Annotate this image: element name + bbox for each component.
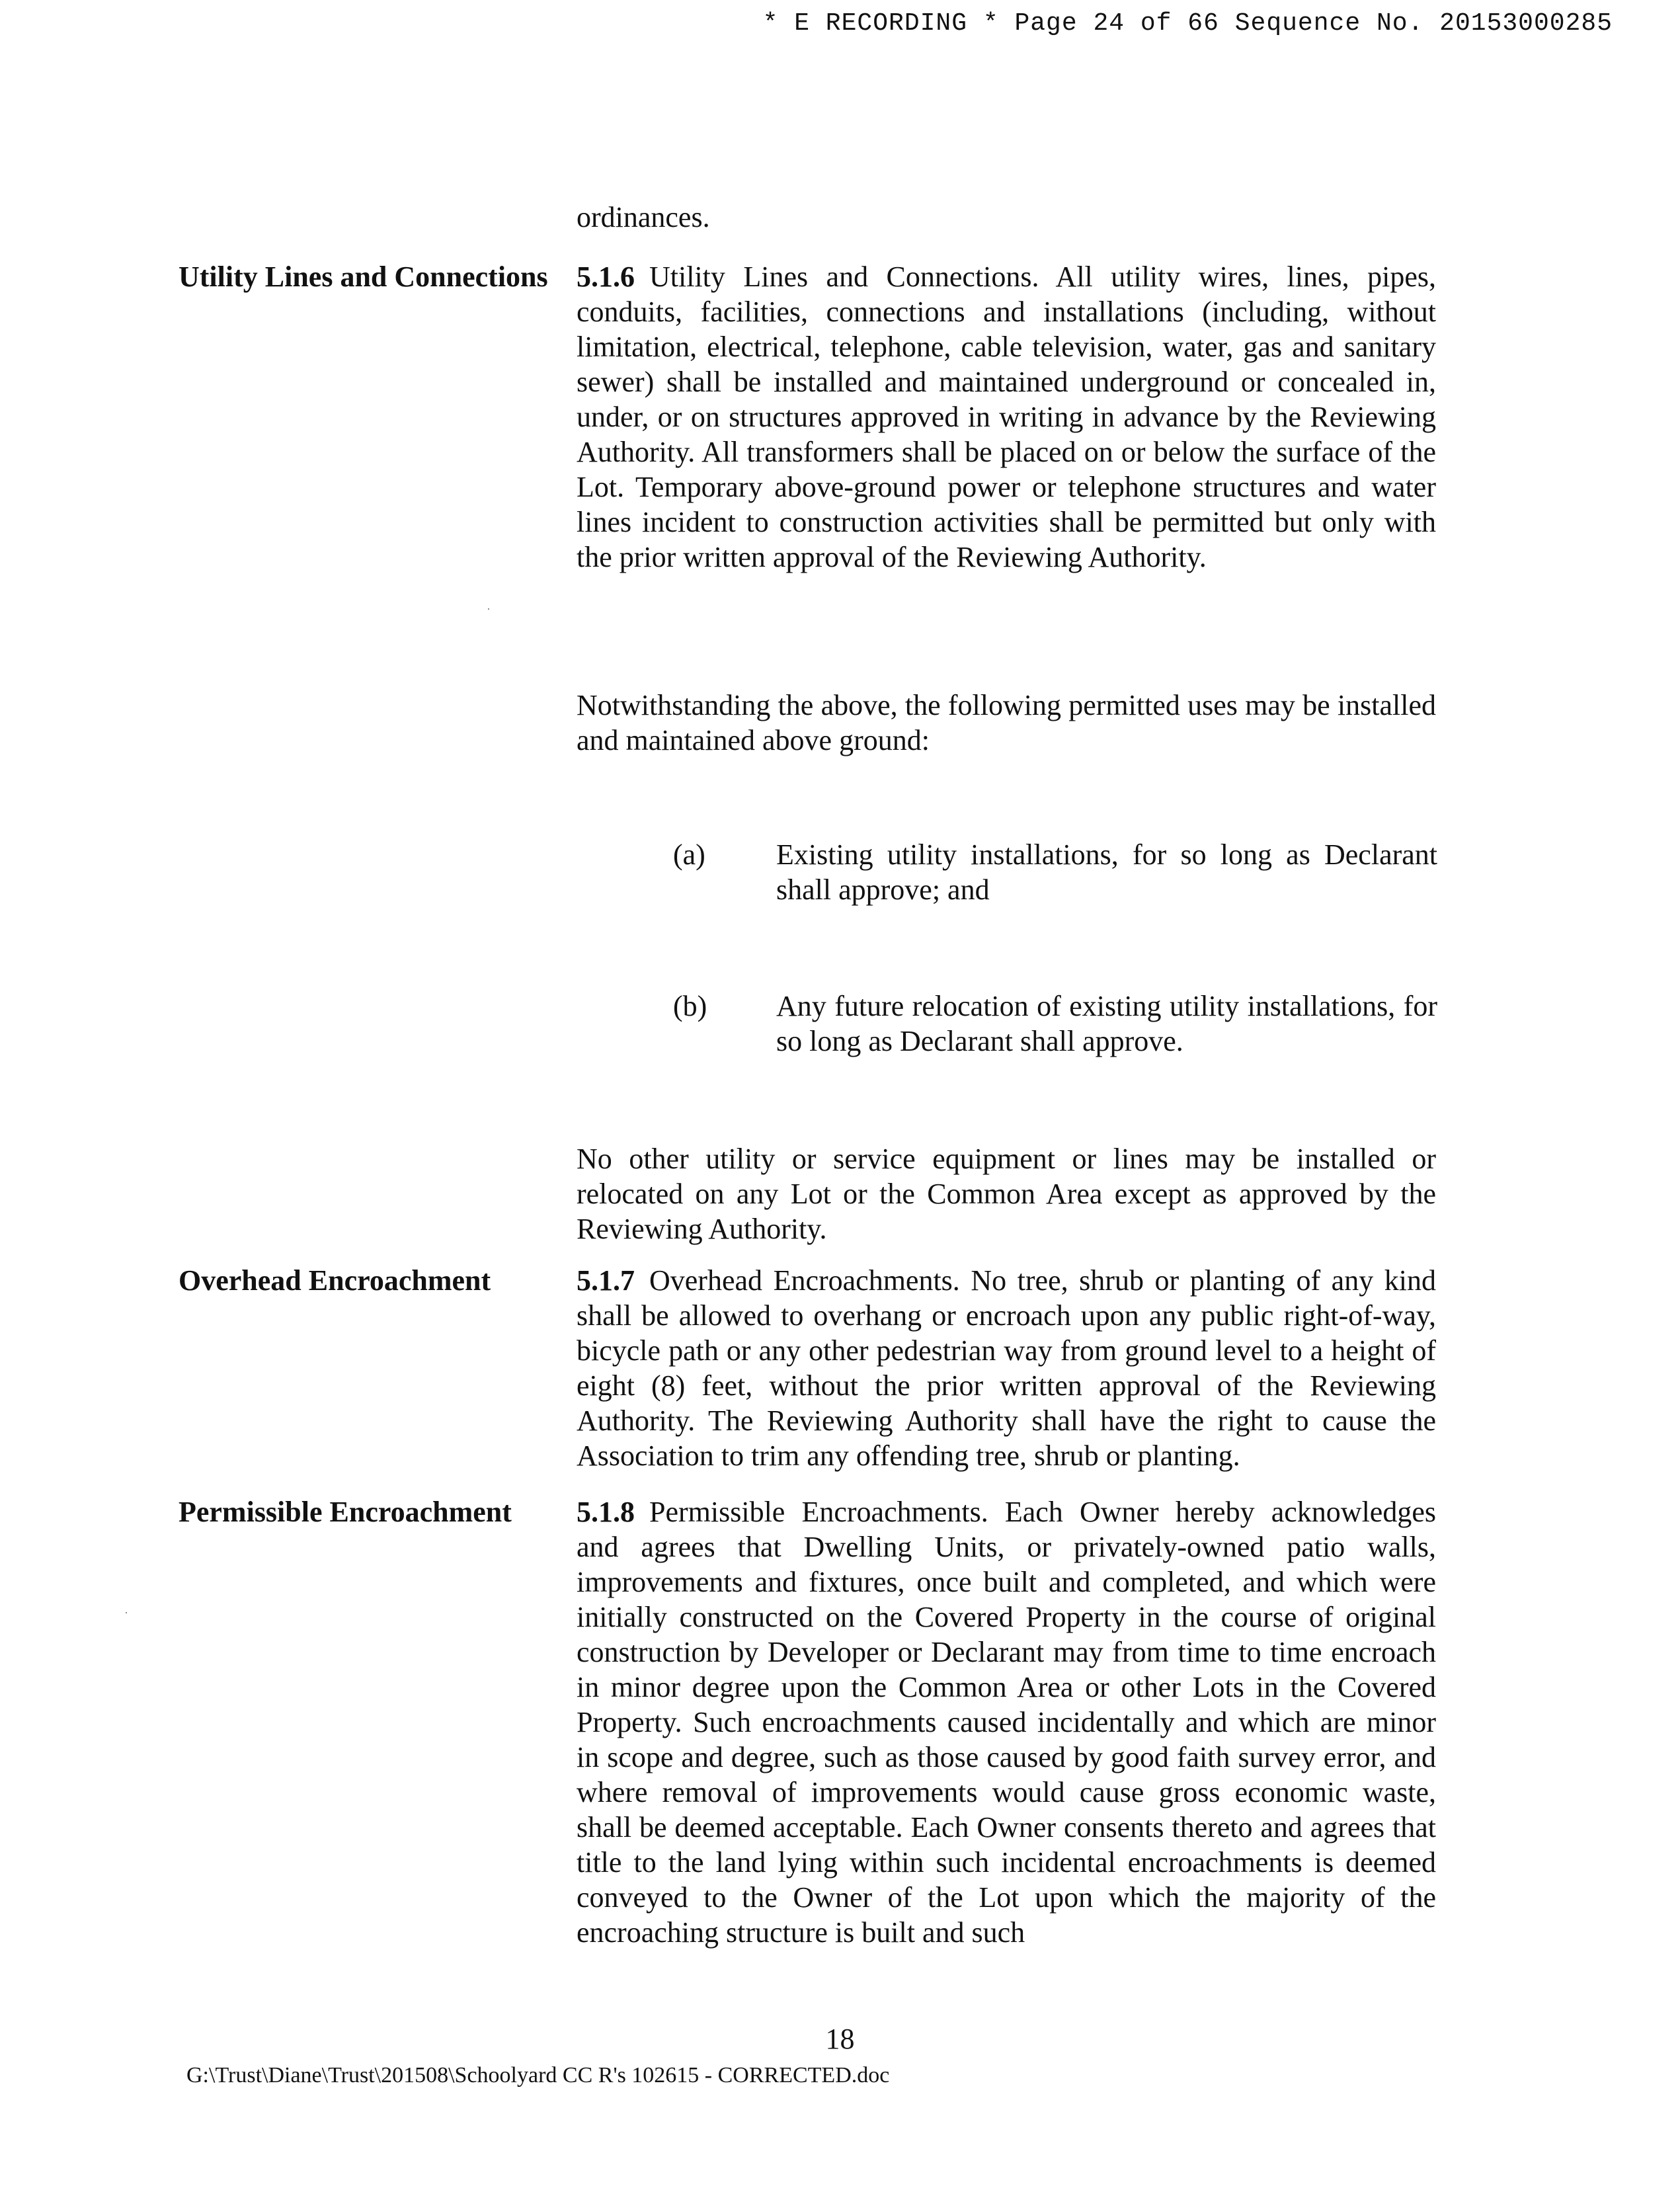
section-text: Utility Lines and Connections. All utility wires, lines, pipes, conduits, facilities, connections and installations (including, without limitation, electrical, telephone, cable television, water, gas and sanitary sewer) shall be installed and maintained underground or concealed in, under, or on structures approved in writing in advance by the Reviewing Authority. All transformers shall be placed on or below the surface of the Lot. Temporary above-ground power or telephone structures and water lines incident to construction activities shall be permitted but only with the prior written approval of the Reviewing Authority. <box>577 261 1436 573</box>
section-number: 5.1.7 <box>577 1264 635 1297</box>
footer-file-path: G:\Trust\Diane\Trust\201508\Schoolyard CC R's 102615 - CORRECTED.doc <box>186 2063 890 2087</box>
notwithstanding-paragraph: Notwithstanding the above, the following permitted uses may be installed and maintained above ground: <box>577 689 1436 756</box>
no-other-utility-paragraph: No other utility or service equipment or lines may be installed or relocated on any Lot or the Common Area except as approved by the Reviewing Authority. <box>577 1143 1436 1245</box>
scan-speck <box>126 1612 127 1613</box>
section-5-1-8 <box>577 1494 1436 1950</box>
list-marker: (b) <box>673 990 707 1022</box>
list-marker: (a) <box>673 838 705 871</box>
section-5-1-6 <box>577 259 1436 575</box>
list-item-text: Any future relocation of existing utility installations, for so long as Declarant shall approve. <box>776 990 1437 1057</box>
side-label-overhead-encroachment: Overhead Encroachment <box>179 1264 491 1297</box>
carryover-text: ordinances. <box>577 201 710 233</box>
side-label-utility-lines: Utility Lines and Connections <box>179 261 548 293</box>
page-number: 18 <box>825 2023 855 2055</box>
section-text: Overhead Encroachments. No tree, shrub or planting of any kind shall be allowed to overhang or encroach upon any public right-of-way, bicycle path or any other pedestrian way from ground level to a height of eight (8) feet, without the prior written approval of the Reviewing Authority. The Reviewing Authority shall have the right to cause the Association to trim any offending tree, shrub or planting. <box>577 1264 1436 1472</box>
section-number: 5.1.6 <box>577 261 635 293</box>
side-label-permissible-encroachment: Permissible Encroachment <box>179 1496 512 1528</box>
section-text: Permissible Encroachments. Each Owner hereby acknowledges and agrees that Dwelling Units, or privately-owned patio walls, improvements and fixtures, once built and completed, and which were initially constructed on the Covered Property in the course of original construction by Developer or Declarant may from time to time encroach in minor degree upon the Common Area or other Lots in the Covered Property. Such encroachments caused incidentally and which are minor in scope and degree, such as those caused by good faith survey error, and where removal of improvements would cause gross economic waste, shall be deemed acceptable. Each Owner consents thereto and agrees that title to the land lying within such incidental encroachments is deemed conveyed to the Owner of the Lot upon which the majority of the encroaching structure is built and such <box>577 1496 1436 1949</box>
section-number: 5.1.8 <box>577 1496 635 1528</box>
list-item-text: Existing utility installations, for so long as Declarant shall approve; and <box>776 838 1437 906</box>
recording-stamp: * E RECORDING * Page 24 of 66 Sequence No. 20153000285 <box>762 9 1613 38</box>
section-5-1-7 <box>577 1263 1436 1473</box>
scan-speck <box>488 608 489 610</box>
